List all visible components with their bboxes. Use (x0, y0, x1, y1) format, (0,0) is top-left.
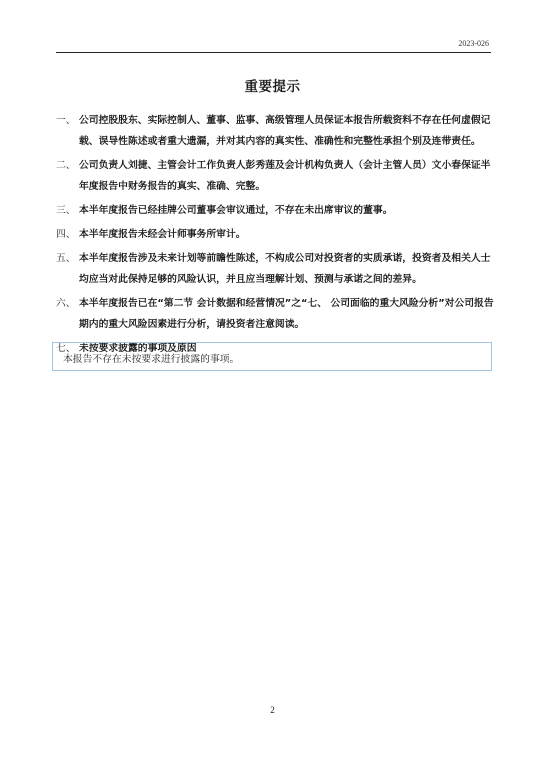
item-number: 二、 (56, 160, 76, 171)
page-number: 2 (270, 705, 275, 715)
item-text: 本半年度报告涉及未来计划等前瞻性陈述，不构成公司对投资者的实质承诺，投资者及相关人士均应当对此保持足够的风险认识，并且应当理解计划、预测与承诺之间的差异。 (79, 253, 491, 285)
item-text: 公司负责人刘捷、主管会计工作负责人彭秀莲及会计机构负责人（会计主管人员）文小春保证半年度报告中财务报告的真实、准确、完整。 (79, 160, 491, 192)
item-text: 本半年度报告已经挂牌公司董事会审议通过，不存在未出席审议的董事。 (79, 205, 393, 216)
list-item (56, 293, 496, 335)
item-number: 五、 (56, 253, 76, 264)
list-item (56, 110, 496, 152)
item-text: 本半年度报告未经会计师事务所审计。 (79, 229, 246, 240)
important-notice-list (56, 110, 496, 362)
item-number: 三、 (56, 205, 76, 216)
disclosure-notice-text: 本报告不存在未按要求进行披露的事项。 (63, 354, 240, 365)
list-item (56, 224, 496, 245)
header-divider (56, 52, 491, 53)
item-text: 未按要求披露的事项及原因 (79, 343, 197, 354)
list-item (56, 200, 496, 221)
item-number: 一、 (56, 115, 76, 126)
item-text: 本半年度报告已在“第二节 会计数据和经营情况”之“七、 公司面临的重大风险分析”对公司报告期内的重大风险因素进行分析，请投资者注意阅读。 (79, 298, 494, 330)
list-item (56, 155, 496, 197)
item-number: 七、 (56, 343, 76, 354)
item-number: 六、 (56, 298, 76, 309)
disclosure-notice-box (52, 342, 492, 371)
page-title: 重要提示 (244, 79, 301, 95)
document-code: 2023-026 (458, 39, 489, 48)
item-text: 公司控股股东、实际控制人、董事、监事、高级管理人员保证本报告所载资料不存在任何虚假记载、误导性陈述或者重大遗漏，并对其内容的真实性、准确性和完整性承担个别及连带责任。 (79, 115, 491, 147)
item-number: 四、 (56, 229, 76, 240)
list-item (56, 248, 496, 290)
